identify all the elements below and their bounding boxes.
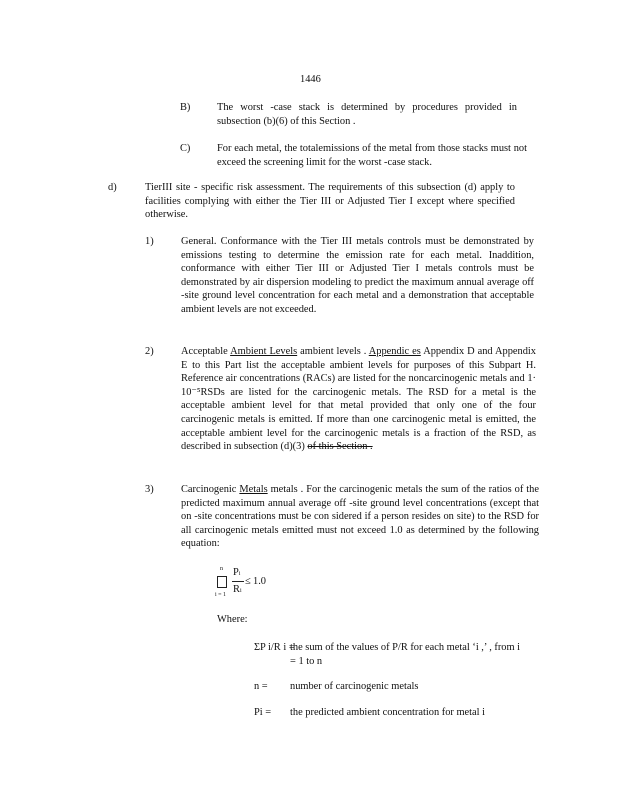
item-d-text: TierIII site - specific risk assessment. The requirements of this subsection (d) apply to facilities complying with either the Tier III or Adjusted Tier I except where specified otherwise. <box>145 182 515 221</box>
fraction-denominator: Ri <box>233 584 242 595</box>
item-b-text: The worst -case stack is determined by procedures provided in subsection (b)(6) of this Section . <box>217 102 517 127</box>
definition-term: n = <box>254 681 268 692</box>
item-c-text: For each metal, the totalemissions of the metal from those stacks must not exceed the screening limit for the worst -case stack. <box>217 143 527 168</box>
page-number: 1446 <box>300 74 321 85</box>
sum-lower-limit: i = 1 <box>215 592 227 598</box>
item-d1-label: 1) <box>145 236 154 247</box>
where-label: Where: <box>217 614 248 625</box>
definition-term: Pi = <box>254 707 272 718</box>
relation-symbol: ≤ <box>245 576 251 587</box>
inserted-text: Ambient Levels <box>230 346 298 357</box>
item-d3-text: Carcinogenic Metals metals . For the carcinogenic metals the sum of the ratios of the predicted maximum annual average off -site ground level concentrations (except that on -site concentrations must be con sidered if a person resides on site) to the RSD for all carcinogenic metals emitted must not exceed 1.0 as determined by the following equation: <box>181 484 539 550</box>
item-b-label: B) <box>180 102 191 113</box>
fraction-bar <box>232 581 244 582</box>
sum-upper-limit: n <box>220 566 223 572</box>
inserted-text: Metals <box>239 484 268 495</box>
item-d2-label: 2) <box>145 346 154 357</box>
inserted-text: Appendic es <box>368 346 421 357</box>
item-d2-text: Acceptable Ambient Levels ambient levels . Appendic es Appendix D and Appendix E to this Part list the acceptable ambient levels for purposes of this Subpart H. Reference air concentrations (RACs) are listed for the noncarcinogenic metals and 1· 10⁻⁵RSDs are listed for the carcinogenic metals. The RSD for a metal is the acceptable ambient level for that metal provided that only one of the four carcinogenic metals is emitted. If more than one carcinogenic metal is emitted, the acceptable ambient level for the carcinogenic metals is a fraction of the RSD, as described in subsection (d)(3) of this Section . <box>181 346 536 453</box>
equation-rhs: 1.0 <box>253 576 266 587</box>
deleted-text: of this Section . <box>307 441 373 453</box>
definition-text: the predicted ambient concentration for metal i <box>290 707 486 718</box>
definition-text: number of carcinogenic metals <box>290 681 419 692</box>
item-c-label: C) <box>180 143 191 154</box>
item-d1-text: General. Conformance with the Tier III metals controls must be demonstrated by emissions testing to determine the emission rate for each metal. Inaddition, conformance with either Tier III or Adjusted Tier I metals controls must be demonstrated by air dispersion modeling to predict the maximum annual average off -site ground level concentration for each metal and a demonstration that acceptable ambient levels are not exceeded. <box>181 236 534 315</box>
fraction-numerator: Pi <box>233 567 241 578</box>
definition-text: the sum of the values of P/R for each metal ‘i ,’ , from i = 1 to n <box>290 642 521 667</box>
item-d-label: d) <box>108 182 117 193</box>
item-d3-label: 3) <box>145 484 154 495</box>
definition-term: ΣP i/R i = <box>254 642 295 653</box>
summation-symbol <box>217 576 227 588</box>
